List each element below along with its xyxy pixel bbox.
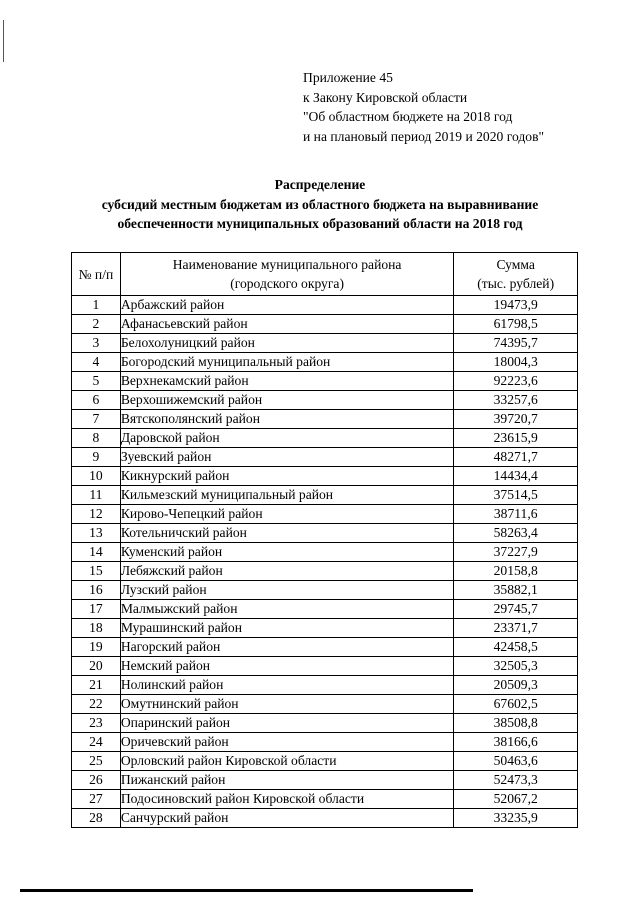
district-name: Санчурский район <box>120 809 454 828</box>
table-row <box>72 429 578 448</box>
subsidy-amount: 50463,6 <box>454 752 578 771</box>
table-row <box>72 695 578 714</box>
subsidy-amount: 14434,4 <box>454 467 578 486</box>
district-name: Котельничский район <box>120 524 454 543</box>
subsidy-amount: 29745,7 <box>454 600 578 619</box>
table-row <box>72 524 578 543</box>
row-number: 20 <box>72 657 121 676</box>
footer-rule <box>20 889 473 892</box>
row-number: 12 <box>72 505 121 524</box>
column-header-name-line: (городского округа) <box>230 276 344 291</box>
district-name: Зуевский район <box>120 448 454 467</box>
heading-title: Распределение <box>274 177 366 192</box>
subsidy-amount: 20158,8 <box>454 562 578 581</box>
district-name: Богородский муниципальный район <box>120 353 454 372</box>
district-name: Верхнекамский район <box>120 372 454 391</box>
row-number: 18 <box>72 619 121 638</box>
table-row <box>72 657 578 676</box>
subsidy-amount: 35882,1 <box>454 581 578 600</box>
row-number: 23 <box>72 714 121 733</box>
table-row <box>72 353 578 372</box>
district-name: Нагорский район <box>120 638 454 657</box>
row-number: 6 <box>72 391 121 410</box>
row-number: 8 <box>72 429 121 448</box>
district-name: Кикнурский район <box>120 467 454 486</box>
table-row <box>72 619 578 638</box>
table-row <box>72 372 578 391</box>
row-number: 27 <box>72 790 121 809</box>
row-number: 16 <box>72 581 121 600</box>
table-row <box>72 296 578 315</box>
row-number: 25 <box>72 752 121 771</box>
district-name: Кильмезский муниципальный район <box>120 486 454 505</box>
table-row <box>72 486 578 505</box>
subsidy-amount: 38508,8 <box>454 714 578 733</box>
table-row <box>72 676 578 695</box>
row-number: 9 <box>72 448 121 467</box>
column-header-num <box>72 253 121 296</box>
table-row <box>72 752 578 771</box>
district-name: Мурашинский район <box>120 619 454 638</box>
row-number: 4 <box>72 353 121 372</box>
table-row <box>72 771 578 790</box>
row-number: 1 <box>72 296 121 315</box>
table-row <box>72 410 578 429</box>
row-number: 19 <box>72 638 121 657</box>
district-name: Омутнинский район <box>120 695 454 714</box>
table-row <box>72 448 578 467</box>
table-row <box>72 543 578 562</box>
subsidy-amount: 67602,5 <box>454 695 578 714</box>
district-name: Лузский район <box>120 581 454 600</box>
table-row <box>72 638 578 657</box>
table-row <box>72 315 578 334</box>
column-header-name <box>120 253 454 296</box>
subsidy-amount: 19473,9 <box>454 296 578 315</box>
scan-edge-mark <box>3 20 4 62</box>
table-row <box>72 562 578 581</box>
subsidy-amount: 23615,9 <box>454 429 578 448</box>
district-name: Немский район <box>120 657 454 676</box>
table-row <box>72 467 578 486</box>
district-name: Нолинский район <box>120 676 454 695</box>
district-name: Верхошижемский район <box>120 391 454 410</box>
appendix-line: к Закону Кировской области <box>303 89 468 105</box>
subsidy-amount: 48271,7 <box>454 448 578 467</box>
table-row <box>72 600 578 619</box>
document-heading <box>60 175 580 234</box>
district-name: Кирово-Чепецкий район <box>120 505 454 524</box>
row-number: 24 <box>72 733 121 752</box>
subsidy-amount: 23371,7 <box>454 619 578 638</box>
subsidy-amount: 33257,6 <box>454 391 578 410</box>
column-header-sum <box>454 253 578 296</box>
district-name: Арбажский район <box>120 296 454 315</box>
table-body <box>72 296 578 828</box>
subsidy-amount: 42458,5 <box>454 638 578 657</box>
subsidy-amount: 61798,5 <box>454 315 578 334</box>
table-row <box>72 733 578 752</box>
column-header-name-line: Наименование муниципального района <box>172 257 402 272</box>
row-number: 2 <box>72 315 121 334</box>
subsidy-amount: 37227,9 <box>454 543 578 562</box>
row-number: 21 <box>72 676 121 695</box>
subsidy-amount: 37514,5 <box>454 486 578 505</box>
table-header-row <box>72 253 578 296</box>
district-name: Пижанский район <box>120 771 454 790</box>
subsidy-amount: 32505,3 <box>454 657 578 676</box>
row-number: 11 <box>72 486 121 505</box>
row-number: 22 <box>72 695 121 714</box>
row-number: 14 <box>72 543 121 562</box>
row-number: 28 <box>72 809 121 828</box>
subsidy-amount: 18004,3 <box>454 353 578 372</box>
row-number: 5 <box>72 372 121 391</box>
district-name: Опаринский район <box>120 714 454 733</box>
table-row <box>72 714 578 733</box>
subsidy-amount: 39720,7 <box>454 410 578 429</box>
district-name: Куменский район <box>120 543 454 562</box>
column-header-sum-line: (тыс. рублей) <box>477 276 555 291</box>
appendix-line: Приложение 45 <box>303 70 393 85</box>
subsidy-amount: 20509,3 <box>454 676 578 695</box>
column-header-sum-line: Сумма <box>496 257 535 272</box>
subsidy-amount: 52067,2 <box>454 790 578 809</box>
district-name: Лебяжский район <box>120 562 454 581</box>
subsidy-amount: 58263,4 <box>454 524 578 543</box>
row-number: 26 <box>72 771 121 790</box>
district-name: Вятскополянский район <box>120 410 454 429</box>
table-row <box>72 581 578 600</box>
appendix-line: и на плановый период 2019 и 2020 годов" <box>303 128 545 144</box>
row-number: 3 <box>72 334 121 353</box>
heading-subtitle: обеспеченности муниципальных образований области на 2018 год <box>117 216 523 231</box>
row-number: 13 <box>72 524 121 543</box>
subsidy-amount: 52473,3 <box>454 771 578 790</box>
district-name: Белохолуницкий район <box>120 334 454 353</box>
row-number: 7 <box>72 410 121 429</box>
table-row <box>72 809 578 828</box>
row-number: 10 <box>72 467 121 486</box>
district-name: Оричевский район <box>120 733 454 752</box>
table-row <box>72 334 578 353</box>
district-name: Даровской район <box>120 429 454 448</box>
heading-subtitle: субсидий местным бюджетам из областного бюджета на выравнивание <box>101 196 539 212</box>
column-header-num-label: № п/п <box>78 266 114 282</box>
subsidy-table <box>71 252 578 828</box>
district-name: Орловский район Кировской области <box>120 752 454 771</box>
district-name: Малмыжский район <box>120 600 454 619</box>
subsidy-amount: 33235,9 <box>454 809 578 828</box>
table-row <box>72 391 578 410</box>
subsidy-amount: 38166,6 <box>454 733 578 752</box>
district-name: Подосиновский район Кировской области <box>120 790 454 809</box>
district-name: Афанасьевский район <box>120 315 454 334</box>
row-number: 17 <box>72 600 121 619</box>
appendix-line: "Об областном бюджете на 2018 год <box>303 109 513 124</box>
row-number: 15 <box>72 562 121 581</box>
appendix-reference <box>303 68 544 146</box>
table-row <box>72 505 578 524</box>
subsidy-amount: 74395,7 <box>454 334 578 353</box>
subsidy-amount: 38711,6 <box>454 505 578 524</box>
table-row <box>72 790 578 809</box>
subsidy-amount: 92223,6 <box>454 372 578 391</box>
